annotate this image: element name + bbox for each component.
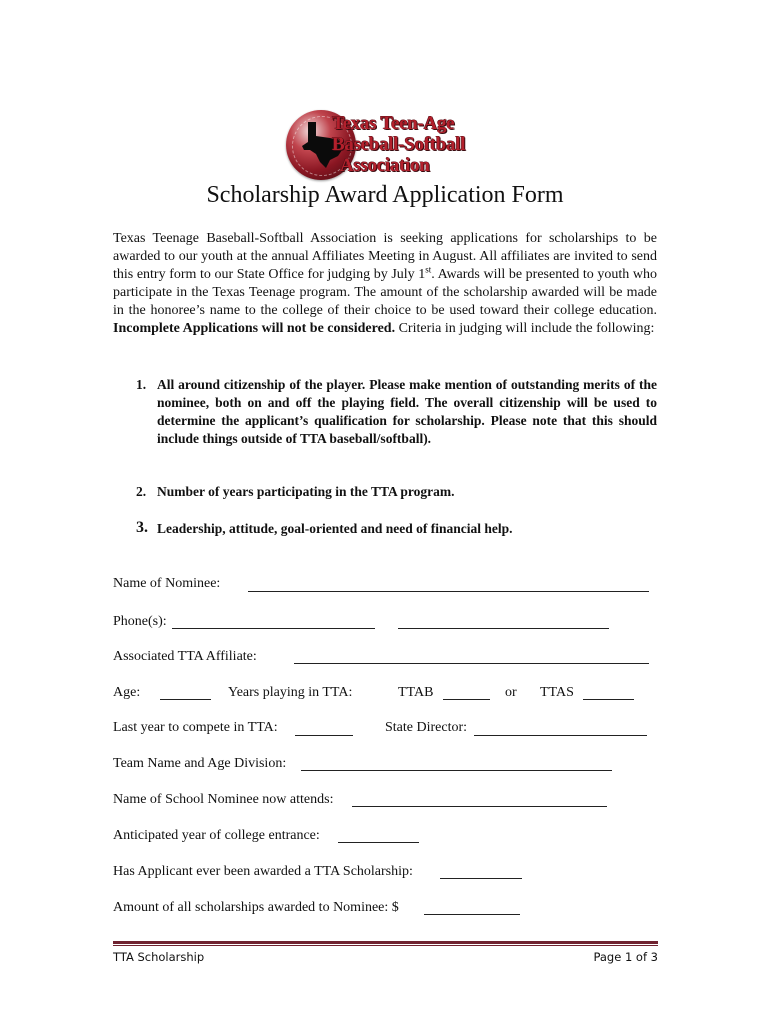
awarded-label: Has Applicant ever been awarded a TTA Scholarship: — [113, 864, 413, 879]
years-playing-label: Years playing in TTA: — [228, 685, 353, 700]
phone-label: Phone(s): — [113, 614, 167, 629]
college-year-label: Anticipated year of college entrance: — [113, 828, 320, 843]
team-division-label: Team Name and Age Division: — [113, 756, 287, 771]
or-label: or — [505, 685, 517, 700]
criteria-item-1 — [136, 376, 657, 448]
school-label: Name of School Nominee now attends: — [113, 792, 334, 807]
last-year-field[interactable] — [295, 735, 353, 736]
criteria-item-2 — [136, 483, 657, 501]
ttas-label: TTAS — [540, 685, 574, 700]
nominee-name-field[interactable] — [248, 591, 649, 592]
intro-text-2: . Awards will be presented to youth who participate in the Texas Teenage program. The amount of the scholarship awarded will be made in the honoree’s name to the college of their choice to be used toward their college education. — [113, 267, 657, 318]
intro-paragraph — [113, 230, 657, 338]
college-year-field[interactable] — [338, 842, 419, 843]
age-field[interactable] — [160, 699, 211, 700]
ttab-label: TTAB — [398, 685, 434, 700]
ttas-field[interactable] — [583, 699, 634, 700]
nominee-name-label: Name of Nominee: — [113, 576, 221, 591]
footer-rule-thick — [113, 941, 658, 944]
intro-bold-notice: Incomplete Applications will not be considered. — [113, 321, 396, 336]
team-division-field[interactable] — [301, 770, 612, 771]
criteria-text: All around citizenship of the player. Please make mention of outstanding merits of the nominee, both on and off the playing field. The overall citizenship will be used to determine the applicant’s qualification for scholarship. Please note that this should include things outside of TTA baseball/softball). — [157, 377, 657, 446]
logo-line-3: Association — [340, 155, 430, 176]
amount-label: Amount of all scholarships awarded to Nominee: $ — [113, 900, 399, 915]
tta-logo — [286, 110, 486, 182]
page-title: Scholarship Award Application Form — [206, 182, 564, 208]
phone-field-1[interactable] — [172, 628, 375, 629]
criteria-number: 2. — [136, 484, 147, 499]
criteria-text: Leadership, attitude, goal-oriented and need of financial help. — [157, 521, 513, 536]
footer-rule-thin — [113, 945, 658, 946]
page-number: Page 1 of 3 — [593, 950, 658, 964]
school-field[interactable] — [352, 806, 607, 807]
age-label: Age: — [113, 685, 141, 700]
intro-text-3: Criteria in judging will include the following: — [395, 321, 655, 336]
criteria-number: 3. — [136, 519, 148, 536]
affiliate-label: Associated TTA Affiliate: — [113, 649, 257, 664]
last-year-label: Last year to compete in TTA: — [113, 720, 278, 735]
awarded-field[interactable] — [440, 878, 522, 879]
affiliate-field[interactable] — [294, 663, 649, 664]
criteria-item-3 — [136, 520, 657, 538]
criteria-text: Number of years participating in the TTA program. — [157, 484, 455, 499]
intro-text-1: Texas Teenage Baseball-Softball Association is seeking applications for scholarships to be awarded to our youth at the annual Affiliates Meeting in August. All affiliates are invited to send this entry form to our State Office for judging by July 1 — [113, 231, 657, 282]
footer-title: TTA Scholarship — [113, 950, 205, 964]
amount-field[interactable] — [424, 914, 520, 915]
state-director-label: State Director: — [385, 720, 468, 735]
logo-line-2: Baseball-Softball — [332, 134, 466, 155]
state-director-field[interactable] — [474, 735, 647, 736]
logo-line-1: Texas Teen-Age — [332, 113, 455, 134]
criteria-number: 1. — [136, 377, 147, 392]
intro-sup: st — [425, 264, 432, 275]
ttab-field[interactable] — [443, 699, 490, 700]
phone-field-2[interactable] — [398, 628, 609, 629]
